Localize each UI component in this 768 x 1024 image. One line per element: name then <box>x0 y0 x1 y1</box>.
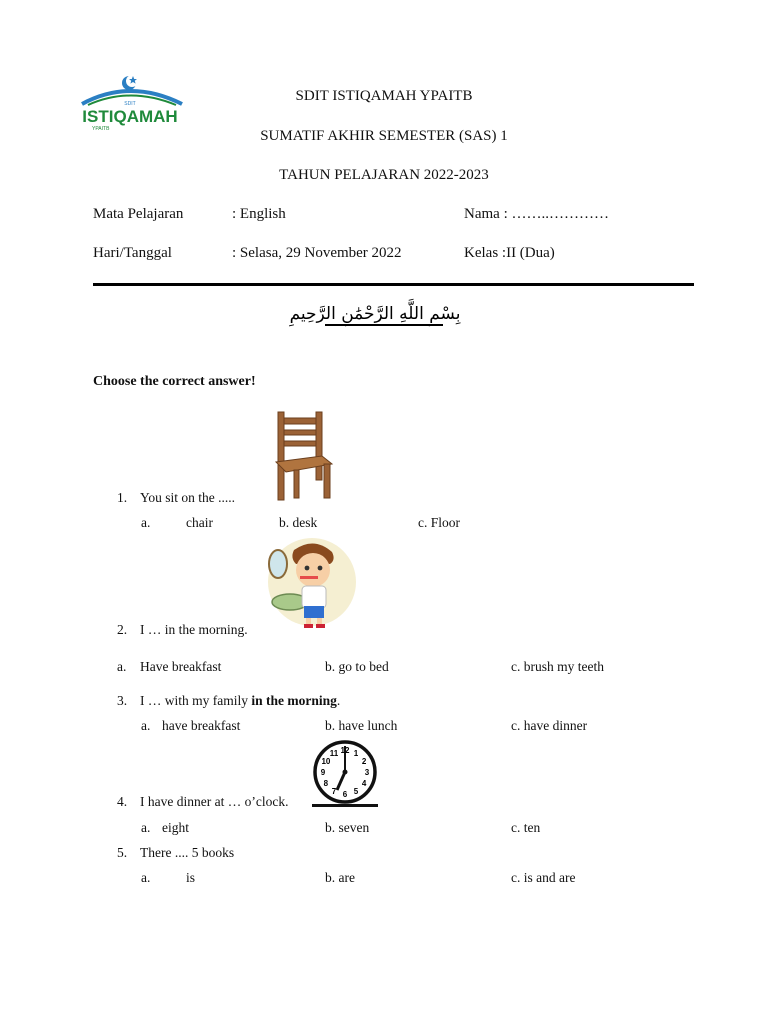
option-letter: a. <box>141 820 151 835</box>
clock-numeral: 8 <box>323 779 329 788</box>
option-letter: a. <box>141 718 151 733</box>
option-letter: a. <box>117 659 127 674</box>
option-c: c. ten <box>511 820 541 835</box>
clock-numeral: 12 <box>340 746 350 755</box>
date-label: Hari/Tanggal <box>93 245 172 261</box>
question-number: 4. <box>117 794 128 809</box>
option-a <box>117 659 126 675</box>
question-text: You sit on the ..... <box>140 490 236 505</box>
option-b: b. desk <box>279 515 318 530</box>
option-c: c. brush my teeth <box>511 659 604 674</box>
subject-value: : English <box>232 206 286 222</box>
clock-numeral: 5 <box>353 787 359 797</box>
question-number: 5. <box>117 845 128 860</box>
option-b: b. are <box>325 870 355 885</box>
option-a: is <box>186 870 196 885</box>
question-text <box>140 693 340 709</box>
clock-image <box>310 740 380 808</box>
school-name: SDIT ISTIQAMAH YPAITB <box>295 88 473 104</box>
question-text: There .... 5 books <box>140 845 235 860</box>
question-number: 2. <box>117 622 128 637</box>
logo-small-text: SDIT <box>124 101 136 107</box>
clock-numeral: 3 <box>364 768 370 777</box>
question-number: 3. <box>117 693 128 708</box>
option-c: c. Floor <box>418 515 460 530</box>
logo-main-text: ISTIQAMAH <box>82 107 178 126</box>
academic-year: TAHUN PELAJARAN 2022-2023 <box>279 167 489 183</box>
subject-label: Mata Pelajaran <box>93 206 184 222</box>
question-number: 1. <box>117 490 128 505</box>
clock-numeral: 11 <box>329 748 339 758</box>
date-value: : Selasa, 29 November 2022 <box>232 245 402 261</box>
option-a-text: Have breakfast <box>140 659 222 674</box>
option-a: eight <box>162 820 189 835</box>
option-b: b. have lunch <box>325 718 398 733</box>
question-text-end: . <box>336 693 341 708</box>
bismillah-text: بِسْمِ اللَّهِ الرَّحْمَٰنِ الرَّحِيمِ <box>289 304 461 324</box>
clock-numeral: 2 <box>361 757 367 766</box>
option-c: c. is and are <box>511 870 576 885</box>
clock-numeral: 10 <box>321 757 331 766</box>
option-letter: a. <box>141 515 151 530</box>
chair-image <box>272 410 336 502</box>
exam-title: SUMATIF AKHIR SEMESTER (SAS) 1 <box>260 128 508 144</box>
question-text: I … in the morning. <box>140 622 248 637</box>
boy-brushing-teeth-image <box>266 538 358 632</box>
option-a: have breakfast <box>162 718 241 733</box>
question-text-bold: in the morning <box>251 693 337 708</box>
clock-numeral: 7 <box>331 787 337 797</box>
clock-numeral: 6 <box>342 790 348 799</box>
class-field: Kelas :II (Dua) <box>464 245 555 261</box>
option-b: b. seven <box>325 820 370 835</box>
clock-numeral: 1 <box>353 748 359 758</box>
option-letter: a. <box>141 870 151 885</box>
header-divider <box>93 283 694 286</box>
option-c: c. have dinner <box>511 718 588 733</box>
logo-sub-text: YPAITB <box>92 126 110 132</box>
clock-numeral: 4 <box>361 779 367 788</box>
question-text: I have dinner at … o’clock. <box>140 794 289 809</box>
clock-numeral: 9 <box>320 768 326 777</box>
bismillah-calligraphy <box>265 300 485 340</box>
option-b: b. go to bed <box>325 659 389 674</box>
question-text-part: I … with my family <box>140 693 252 708</box>
option-a: chair <box>186 515 213 530</box>
name-field: Nama : ……..………… <box>464 206 609 222</box>
instruction-text: Choose the correct answer! <box>93 374 256 389</box>
